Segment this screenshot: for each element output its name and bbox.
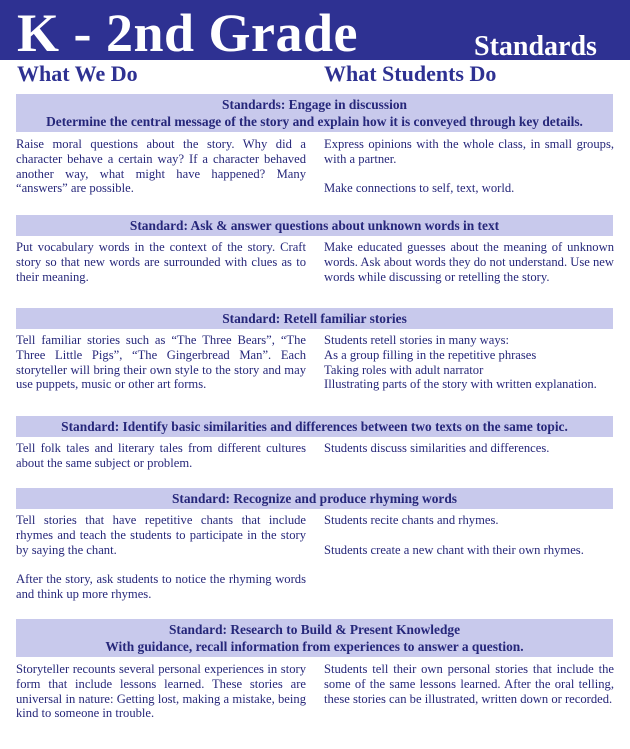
standard-heading-line: Standards: Engage in discussion	[222, 97, 407, 112]
standard-heading-line: With guidance, recall information from experiences to answer a question.	[105, 639, 524, 654]
column-heading-what-students-do: What Students Do	[324, 61, 497, 86]
paragraph: Express opinions with the whole class, in small groups, with a partner.	[324, 137, 614, 166]
what-students-do-cell	[324, 441, 614, 456]
paragraph: Illustrating parts of the story with written explanation.	[324, 377, 597, 392]
paragraph: As a group filling in the repetitive phrases	[324, 347, 537, 362]
what-we-do-cell	[16, 333, 306, 392]
what-students-do-cell	[324, 513, 614, 557]
standard-heading-line: Standard: Identify basic similarities and differences between two texts on the same topic.	[61, 419, 568, 434]
paragraph: Tell stories that have repetitive chants that include rhymes and teach the students to participate in the story by saying the chant.	[16, 513, 306, 557]
standard-heading-line: Standard: Recognize and produce rhyming words	[171, 491, 458, 506]
standard-heading-similarities	[16, 416, 613, 437]
paragraph: Raise moral questions about the story. Why did a character behave a certain way? If a character behaved another way, what might have happened? Many “answers” are possible.	[16, 137, 306, 196]
standard-heading-line: Standard: Retell familiar stories	[222, 311, 407, 326]
title-banner	[0, 0, 630, 60]
column-heading-what-we-do: What We Do	[17, 61, 138, 86]
paragraph: Students recite chants and rhymes.	[324, 513, 499, 527]
standard-heading-line: Standard: Research to Build & Present Knowledge	[168, 622, 461, 637]
paragraph: Students retell stories in many ways:	[324, 333, 510, 347]
paragraph: Students discuss similarities and differences.	[324, 441, 550, 455]
what-we-do-cell	[16, 662, 306, 721]
standard-heading-line: Standard: Ask & answer questions about unknown words in text	[129, 218, 500, 233]
standard-heading-discussion	[16, 94, 613, 132]
standard-heading-line: Determine the central message of the story and explain how it is conveyed through key details.	[46, 114, 583, 129]
what-we-do-cell	[16, 137, 306, 196]
paragraph: Put vocabulary words in the context of the story. Craft story so that new words are surrounded with clues as to their meaning.	[16, 240, 306, 284]
standard-heading-retell	[16, 308, 613, 329]
what-students-do-cell	[324, 662, 614, 706]
what-we-do-cell	[16, 240, 306, 284]
paragraph: Taking roles with adult narrator	[324, 362, 484, 377]
paragraph: Students tell their own personal stories that include the some of the same lessons learned. After the oral telling, these stories can be illustrated, written down or recorded.	[324, 662, 614, 706]
what-we-do-cell	[16, 441, 306, 471]
paragraph: Tell familiar stories such as “The Three Bears”, “The Three Little Pigs”, “The Gingerbread Man”. Each storyteller will bring their own style to the story and may use puppets, music or other art forms.	[16, 333, 306, 392]
standard-heading-research	[16, 619, 613, 657]
paragraph: Make educated guesses about the meaning of unknown words. Ask about words they do not understand. Use new words while discussing or retelling the story.	[324, 240, 614, 284]
what-we-do-cell	[16, 513, 306, 602]
paragraph: After the story, ask students to notice the rhyming words and think up more rhymes.	[16, 572, 306, 601]
paragraph: Students create a new chant with their own rhymes.	[324, 542, 584, 557]
paragraph: Storyteller recounts several personal experiences in story form that include lessons learned. These stories are universal in nature: Getting lost, making a mistake, being kind to someone in trouble.	[16, 662, 306, 721]
what-students-do-cell	[324, 137, 614, 196]
what-students-do-cell	[324, 333, 614, 392]
paragraph: Tell folk tales and literary tales from different cultures about the same subject or problem.	[16, 441, 306, 470]
standard-heading-rhyming	[16, 488, 613, 509]
page-title: K - 2nd Grade	[17, 3, 359, 60]
page-subtitle: Standards	[474, 31, 597, 60]
what-students-do-cell	[324, 240, 614, 284]
standard-heading-unknown-words	[16, 215, 613, 236]
paragraph: Make connections to self, text, world.	[324, 181, 515, 196]
